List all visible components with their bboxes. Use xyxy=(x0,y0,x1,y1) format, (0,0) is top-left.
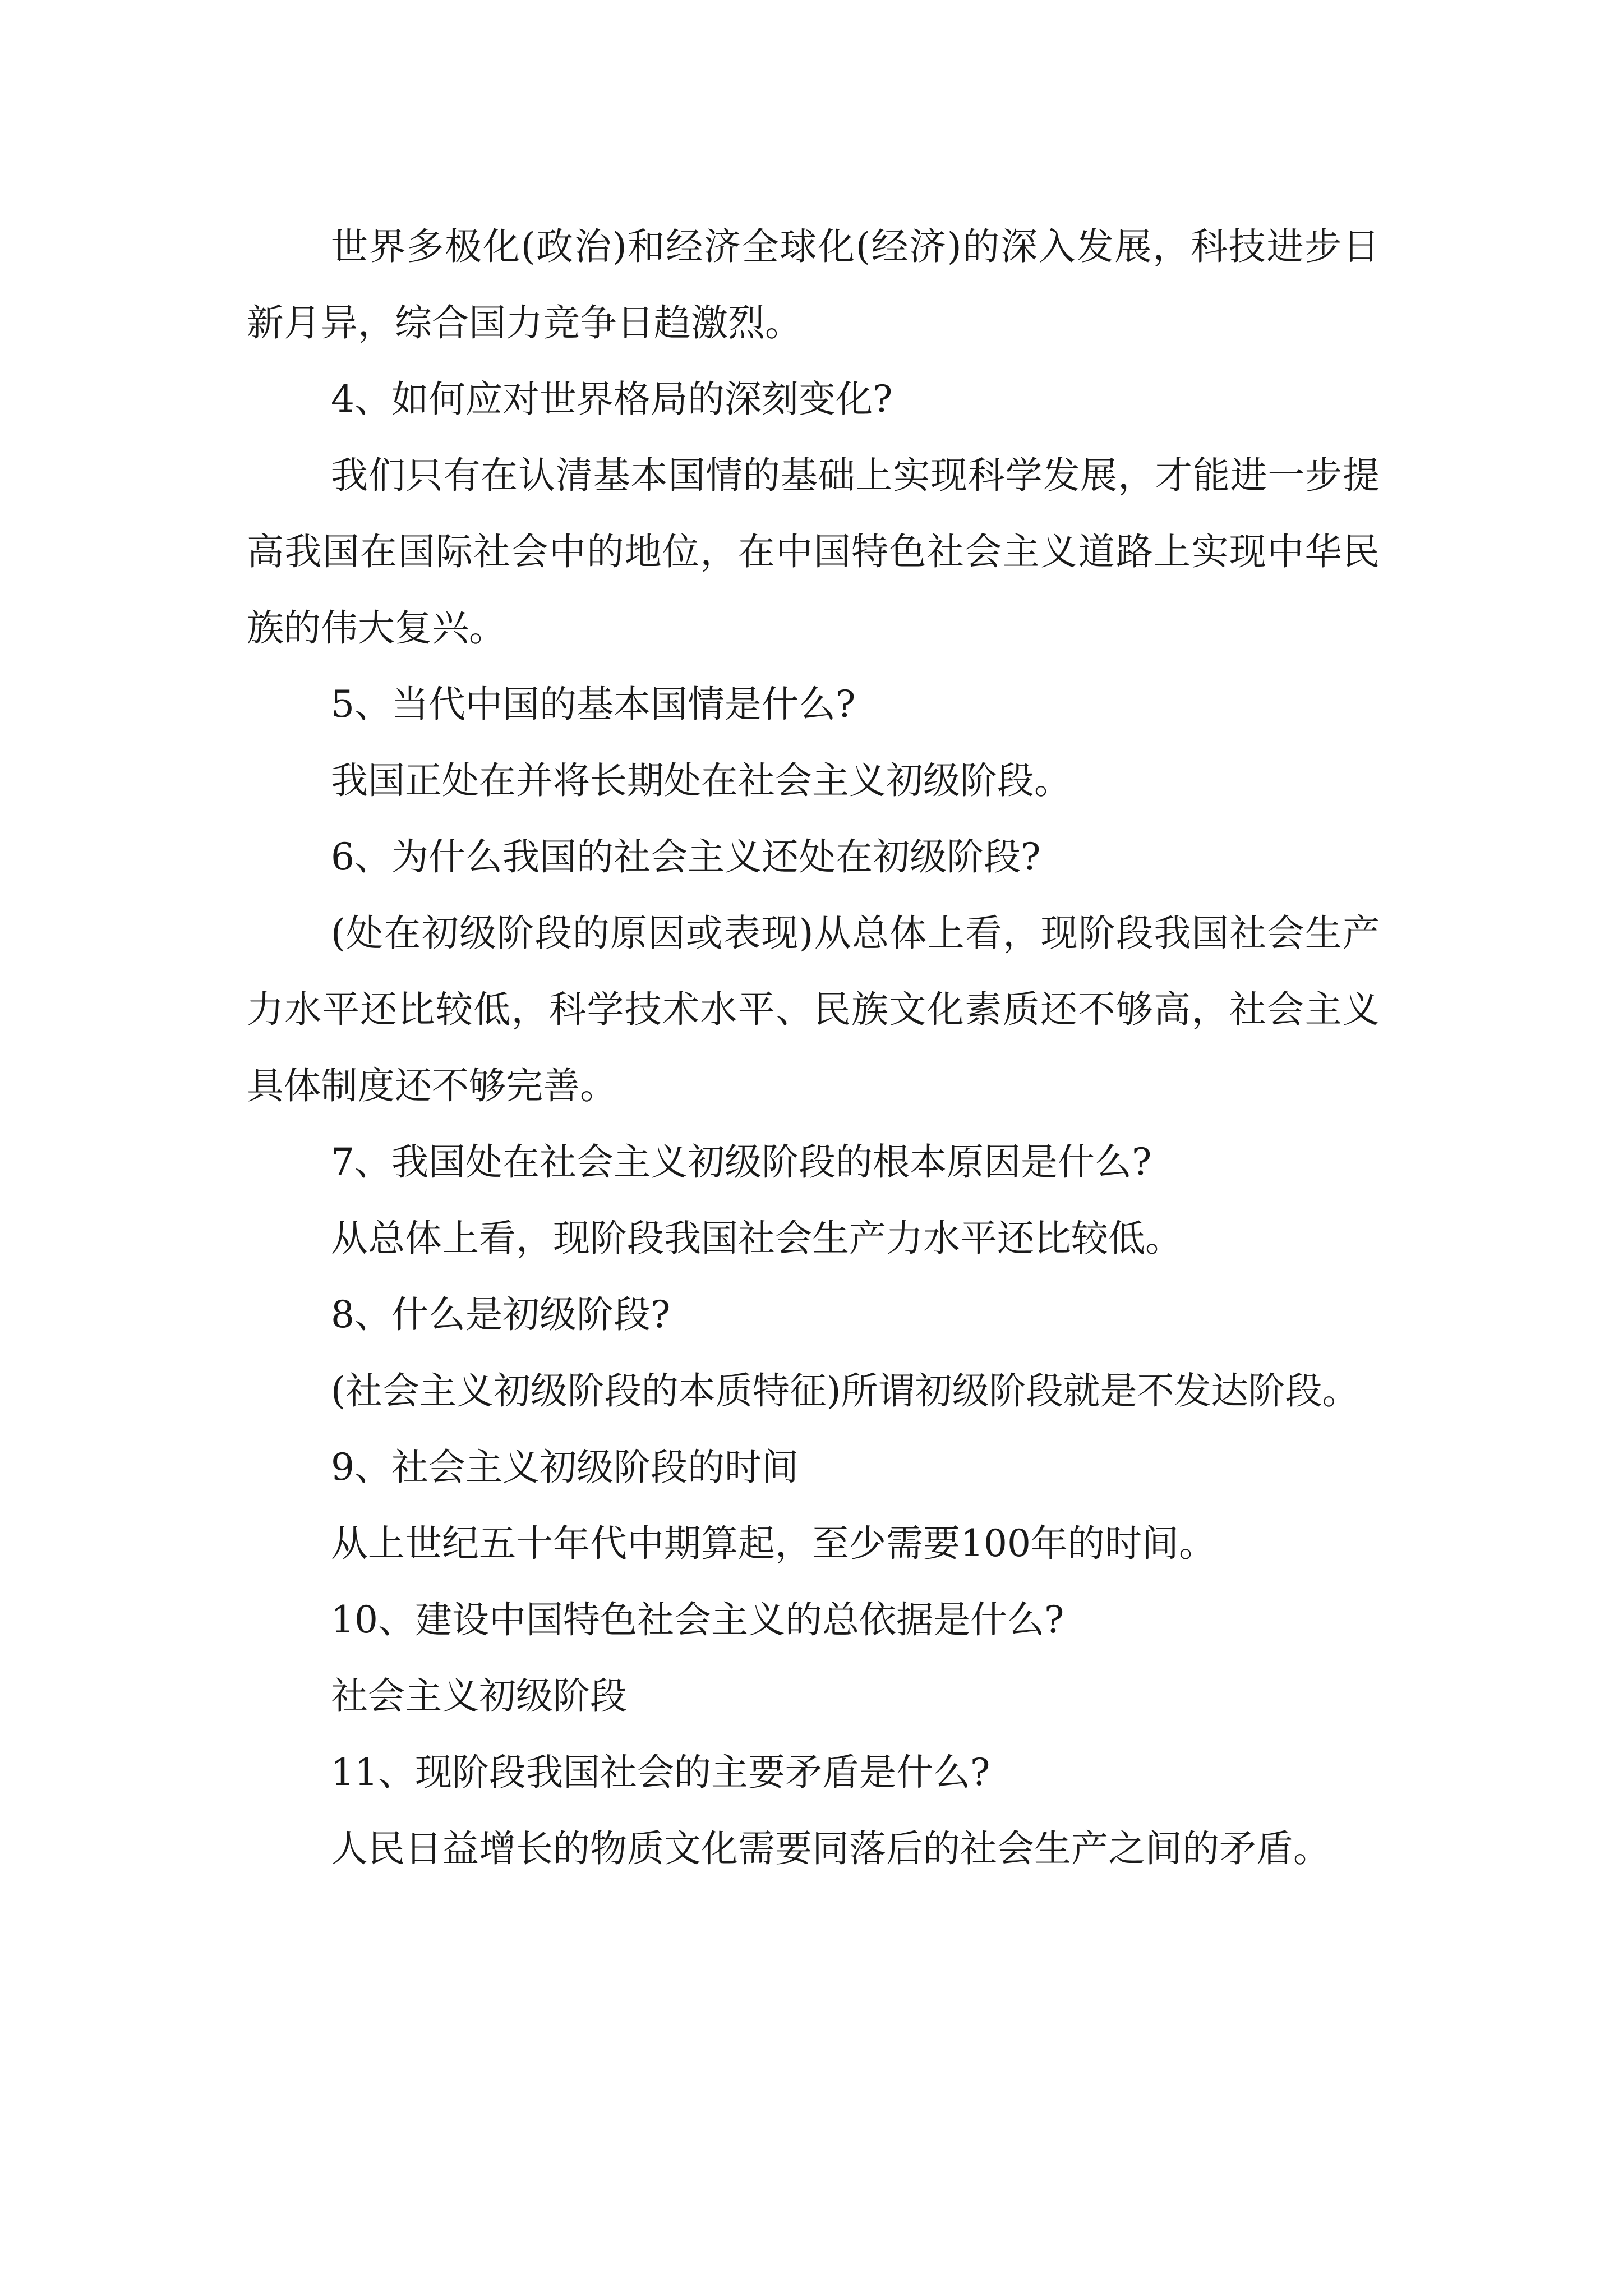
answer-11: 人民日益增长的物质文化需要同落后的社会生产之间的矛盾。 xyxy=(331,1827,1330,1870)
answer-4: 我们只有在认清基本国情的基础上实现科学发展，才能进一步提高我国在国际社会中的地位，在中国特色社会主义道路上实现中华民族的伟大复兴。 xyxy=(247,454,1380,650)
question-7: 7、我国处在社会主义初级阶段的根本原因是什么? xyxy=(331,1140,1152,1184)
answer-5: 我国正处在并将长期处在社会主义初级阶段。 xyxy=(331,759,1071,802)
question-8: 8、什么是初级阶段? xyxy=(331,1293,671,1336)
question-11: 11、现阶段我国社会的主要矛盾是什么? xyxy=(331,1751,990,1794)
answer-9: 从上世纪五十年代中期算起，至少需要100年的时间。 xyxy=(331,1522,1216,1565)
answer-7: 从总体上看，现阶段我国社会生产力水平还比较低。 xyxy=(331,1217,1182,1260)
question-4: 4、如何应对世界格局的深刻变化? xyxy=(331,378,893,421)
question-5: 5、当代中国的基本国情是什么? xyxy=(331,683,856,726)
paragraph-world-trends: 世界多极化(政治)和经济全球化(经济)的深入发展，科技进步日新月异，综合国力竞争日趋激烈。 xyxy=(247,225,1380,344)
question-6: 6、为什么我国的社会主义还处在初级阶段? xyxy=(331,835,1041,878)
answer-6: (处在初级阶段的原因或表现)从总体上看，现阶段我国社会生产力水平还比较低，科学技术水平、民族文化素质还不够高，社会主义具体制度还不够完善。 xyxy=(247,912,1380,1107)
document-body xyxy=(247,209,1380,1887)
answer-8: (社会主义初级阶段的本质特征)所谓初级阶段就是不发达阶段。 xyxy=(331,1369,1359,1412)
answer-10: 社会主义初级阶段 xyxy=(331,1674,627,1718)
question-9: 9、社会主义初级阶段的时间 xyxy=(331,1446,799,1489)
question-10: 10、建设中国特色社会主义的总依据是什么? xyxy=(331,1598,1064,1641)
